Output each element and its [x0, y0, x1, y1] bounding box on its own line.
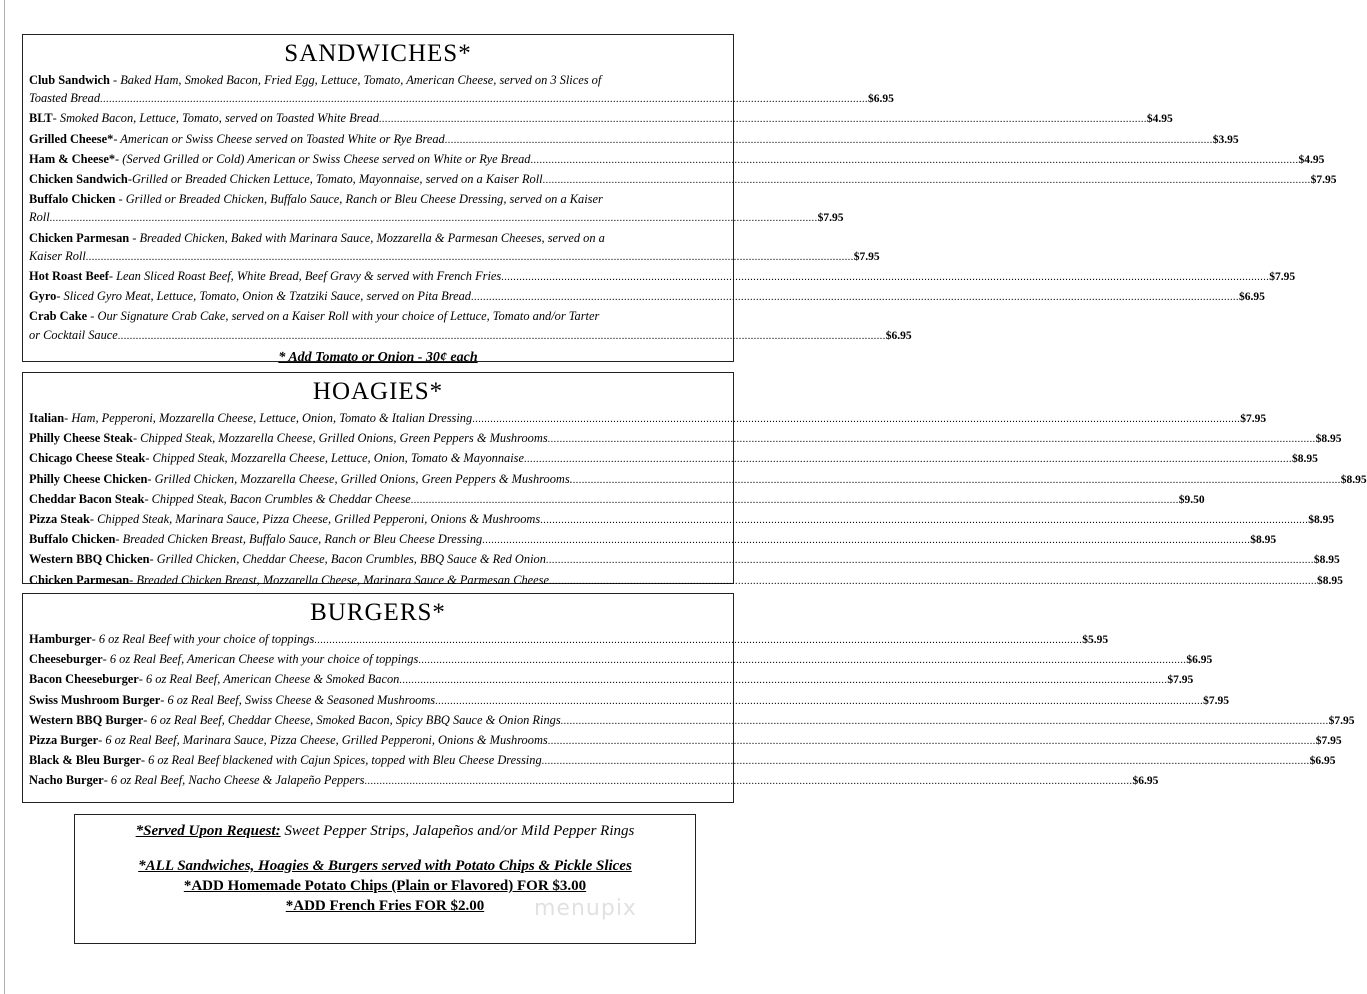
- item-description: - 6 oz Real Beef, Cheddar Cheese, Smoked Bacon, Spicy BBQ Sauce & Onion Rings: [143, 712, 561, 727]
- all-served-with-line: *ALL Sandwiches, Hoagies & Burgers served with Potato Chips & Pickle Slices: [138, 858, 632, 874]
- hoagies-list: [23, 409, 1367, 591]
- leader-dots: [546, 552, 1314, 570]
- item-description: - 6 oz Real Beef, Nacho Cheese & Jalapeño Peppers: [103, 773, 365, 788]
- item-price: $5.95: [1082, 634, 1109, 646]
- item-price: $8.95: [1316, 574, 1343, 587]
- item-price: $6.95: [1309, 755, 1336, 768]
- item-price: $8.95: [1340, 473, 1367, 486]
- hoagies-title: HOAGIES*: [312, 378, 444, 405]
- menu-item: [29, 650, 1213, 670]
- sandwiches-list: [23, 71, 1337, 346]
- leader-dots: [445, 132, 1213, 150]
- item-name: Swiss Mushroom Burger: [29, 692, 161, 707]
- leader-dots: [314, 632, 1082, 650]
- item-name: Hamburger: [29, 632, 92, 646]
- item-description: - Lean Sliced Roast Beef, White Bread, Beef Gravy & served with French Fries: [108, 269, 502, 284]
- leader-dots: [365, 773, 1133, 791]
- item-description: - Ham, Pepperoni, Mozzarella Cheese, Lettuce, Onion, Tomato & Italian Dressing: [64, 411, 473, 425]
- menu-item: [29, 190, 844, 228]
- item-price: $3.95: [1212, 133, 1239, 146]
- item-name: Chicken Parmesan: [29, 572, 130, 587]
- item-name: Cheddar Bacon Steak: [29, 491, 145, 506]
- leader-dots: [399, 672, 1167, 690]
- sandwiches-title: SANDWICHES*: [284, 40, 472, 67]
- item-description: - Breaded Chicken Breast, Mozzarella Cheese, Marinara Sauce & Parmesan Cheese: [129, 572, 549, 587]
- item-description: - Chipped Steak, Mozzarella Cheese, Lettuce, Onion, Tomato & Mayonnaise: [145, 451, 524, 466]
- menu-item: [29, 449, 1318, 469]
- item-description-cont: or Cocktail Sauce: [29, 327, 118, 342]
- item-description: - Grilled or Breaded Chicken, Buffalo Sauce, Ranch or Bleu Cheese Dressing, served on a Kaiser: [115, 192, 603, 207]
- item-price: $8.95: [1313, 554, 1340, 567]
- menu-item: [29, 490, 1205, 510]
- leader-dots: [548, 733, 1316, 751]
- item-name: Grilled Cheese*: [29, 131, 114, 146]
- item-description-cont: Kaiser Roll: [29, 248, 86, 263]
- menu-item: [29, 307, 912, 345]
- item-description: - Breaded Chicken Breast, Buffalo Sauce, Ranch or Bleu Cheese Dressing: [115, 532, 483, 547]
- item-name: Chicago Cheese Steak: [29, 451, 146, 466]
- burgers-section: [22, 593, 1355, 803]
- item-name: BLT: [29, 111, 53, 126]
- menu-item: [29, 150, 1325, 170]
- menu-item: [29, 751, 1336, 771]
- menu-item: [29, 711, 1355, 731]
- item-name: Cheeseburger: [29, 652, 103, 667]
- leader-dots: [549, 573, 1317, 591]
- item-name: Black & Bleu Burger: [29, 753, 141, 768]
- item-price: $9.50: [1178, 493, 1205, 506]
- add-potato-chips-line: *ADD Homemade Potato Chips (Plain or Flavored) FOR $3.00: [183, 878, 587, 894]
- item-price: $6.95: [885, 329, 912, 342]
- item-price: $7.95: [853, 250, 880, 263]
- item-name: Ham & Cheese*: [29, 151, 116, 166]
- menu-item: [29, 71, 894, 109]
- menu-item: [29, 771, 1159, 791]
- item-name: Gyro: [29, 289, 57, 304]
- item-description: - Smoked Bacon, Lettuce, Tomato, served on Toasted White Bread: [52, 111, 379, 126]
- leader-dots: [379, 111, 1147, 129]
- menu-item: [29, 691, 1229, 711]
- leader-dots: [548, 431, 1316, 449]
- item-price: $8.95: [1250, 534, 1277, 547]
- item-name: Buffalo Chicken: [29, 532, 116, 547]
- served-upon-request-text: Sweet Pepper Strips, Jalapeños and/or Mild Pepper Rings: [280, 823, 635, 839]
- leader-dots: [86, 249, 854, 267]
- burgers-list: [23, 630, 1355, 792]
- item-description: - Sliced Gyro Meat, Lettuce, Tomato, Onion & Tzatziki Sauce, served on Pita Bread: [56, 289, 471, 304]
- leader-dots: [482, 532, 1250, 550]
- item-description-cont: Toasted Bread: [29, 91, 101, 106]
- item-name: Bacon Cheeseburger: [29, 672, 139, 687]
- item-price: $8.95: [1308, 514, 1335, 527]
- item-name: Western BBQ Chicken: [29, 552, 150, 567]
- item-name: Italian: [29, 411, 65, 425]
- item-name: Philly Cheese Steak: [29, 431, 133, 446]
- leader-dots: [50, 210, 818, 228]
- leader-dots: [411, 492, 1179, 510]
- leader-dots: [540, 512, 1308, 530]
- leader-dots: [573, 472, 1341, 490]
- leader-dots: [418, 652, 1186, 670]
- menu-item: [29, 510, 1335, 530]
- item-description: - Grilled Chicken, Mozzarella Cheese, Grilled Onions, Green Peppers & Mushrooms.: [147, 471, 573, 486]
- item-name: Buffalo Chicken: [29, 192, 116, 207]
- burgers-title: BURGERS*: [310, 599, 446, 626]
- item-name: Crab Cake: [29, 309, 88, 324]
- item-name: Philly Cheese Chicken: [29, 471, 148, 486]
- leader-dots: [524, 451, 1292, 469]
- item-price: $7.95: [1310, 174, 1337, 187]
- item-name: Club Sandwich: [29, 73, 110, 87]
- menu-item: [29, 109, 1173, 129]
- menu-item: [29, 429, 1342, 449]
- menu-item: [29, 229, 880, 267]
- menu-item: [29, 130, 1239, 150]
- item-price: $7.95: [1315, 735, 1342, 748]
- menu-item: [29, 170, 1337, 190]
- item-description: - 6 oz Real Beef with your choice of toppings: [91, 632, 315, 646]
- page-edge: [4, 0, 5, 994]
- item-name: Hot Roast Beef: [29, 269, 109, 284]
- item-name: Western BBQ Burger: [29, 712, 144, 727]
- leader-dots: [472, 411, 1240, 429]
- item-description: - Chipped Steak, Marinara Sauce, Pizza Cheese, Grilled Pepperoni, Onions & Mushrooms: [89, 512, 541, 527]
- item-description: - Our Signature Crab Cake, served on a Kaiser Roll with your choice of Lettuce, Tomato and/or Tarter: [87, 309, 600, 324]
- menu-item: [29, 571, 1343, 591]
- item-description: - 6 oz Real Beef, Marinara Sauce, Pizza Cheese, Grilled Pepperoni, Onions & Mushrooms: [98, 733, 548, 748]
- item-name: Chicken Sandwich: [29, 172, 128, 187]
- notes-box: [74, 814, 696, 944]
- leader-dots: [561, 713, 1329, 731]
- menu-item: [29, 530, 1277, 550]
- item-description: - Chipped Steak, Bacon Crumbles & Cheddar Cheese: [144, 491, 411, 506]
- menu-item: [29, 287, 1265, 307]
- item-price: $6.95: [868, 93, 894, 106]
- hoagies-section: [22, 372, 1367, 587]
- item-description: -Grilled or Breaded Chicken Lettuce, Tomato, Mayonnaise, served on a Kaiser Roll: [127, 172, 543, 187]
- item-name: Pizza Burger: [29, 733, 99, 748]
- item-description: - Breaded Chicken, Baked with Marinara Sauce, Mozzarella & Parmesan Cheeses, served on a: [129, 230, 605, 245]
- item-description: - Baked Ham, Smoked Bacon, Fried Egg, Lettuce, Tomato, American Cheese, served on 3 Slices of: [109, 73, 602, 87]
- add-tomato-onion-note: * Add Tomato or Onion - 30¢ each: [278, 349, 478, 365]
- item-price: $4.95: [1146, 113, 1173, 126]
- leader-dots: [471, 289, 1239, 307]
- leader-dots: [542, 753, 1310, 771]
- item-description: - (Served Grilled or Cold) American or Swiss Cheese served on White or Rye Bread: [115, 151, 531, 166]
- item-price: $8.95: [1315, 433, 1342, 446]
- item-price: $7.95: [1328, 714, 1355, 727]
- leader-dots: [531, 152, 1299, 170]
- leader-dots: [435, 693, 1203, 711]
- item-price: $6.95: [1186, 654, 1213, 667]
- item-price: $7.95: [1269, 271, 1296, 284]
- item-description: - 6 oz Real Beef, Swiss Cheese & Seasoned Mushrooms: [160, 692, 436, 707]
- menu-item: [29, 630, 1109, 650]
- leader-dots: [118, 328, 886, 346]
- item-price: $6.95: [1132, 775, 1159, 788]
- add-french-fries-line: *ADD French Fries FOR $2.00: [285, 898, 485, 914]
- item-description: - 6 oz Real Beef blackened with Cajun Spices, topped with Bleu Cheese Dressing: [140, 753, 542, 768]
- item-description: - Grilled Chicken, Cheddar Cheese, Bacon Crumbles, BBQ Sauce & Red Onion: [149, 552, 546, 567]
- item-price: $6.95: [1239, 291, 1265, 304]
- leader-dots: [501, 269, 1269, 287]
- item-price: $7.95: [1240, 413, 1267, 425]
- item-name: Chicken Parmesan: [29, 230, 130, 245]
- menu-item: [29, 267, 1296, 287]
- sandwiches-section: [22, 34, 1337, 365]
- menu-item: [29, 670, 1194, 690]
- menu-item: [29, 409, 1267, 429]
- item-price: $8.95: [1292, 453, 1318, 466]
- served-upon-request-line: [75, 821, 695, 841]
- item-price: $7.95: [817, 212, 844, 225]
- item-description: - 6 oz Real Beef, American Cheese with your choice of toppings: [102, 652, 419, 667]
- menu-item: [29, 731, 1342, 751]
- item-name: Pizza Steak: [29, 512, 90, 527]
- menu-item: [29, 550, 1340, 570]
- item-price: $4.95: [1298, 153, 1325, 166]
- item-description: - American or Swiss Cheese served on Toasted White or Rye Bread: [113, 131, 445, 146]
- menu-item: [29, 470, 1367, 490]
- item-name: Nacho Burger: [29, 773, 104, 788]
- item-description-cont: Roll: [29, 210, 50, 225]
- leader-dots: [100, 91, 868, 109]
- item-price: $7.95: [1167, 674, 1194, 687]
- item-price: $7.95: [1203, 694, 1229, 707]
- item-description: - 6 oz Real Beef, American Cheese & Smoked Bacon: [138, 672, 400, 687]
- served-upon-request-label: *Served Upon Request:: [135, 823, 281, 839]
- leader-dots: [543, 172, 1311, 190]
- menupix-watermark: menupix: [534, 896, 637, 921]
- item-description: - Chipped Steak, Mozzarella Cheese, Grilled Onions, Green Peppers & Mushrooms: [132, 431, 548, 446]
